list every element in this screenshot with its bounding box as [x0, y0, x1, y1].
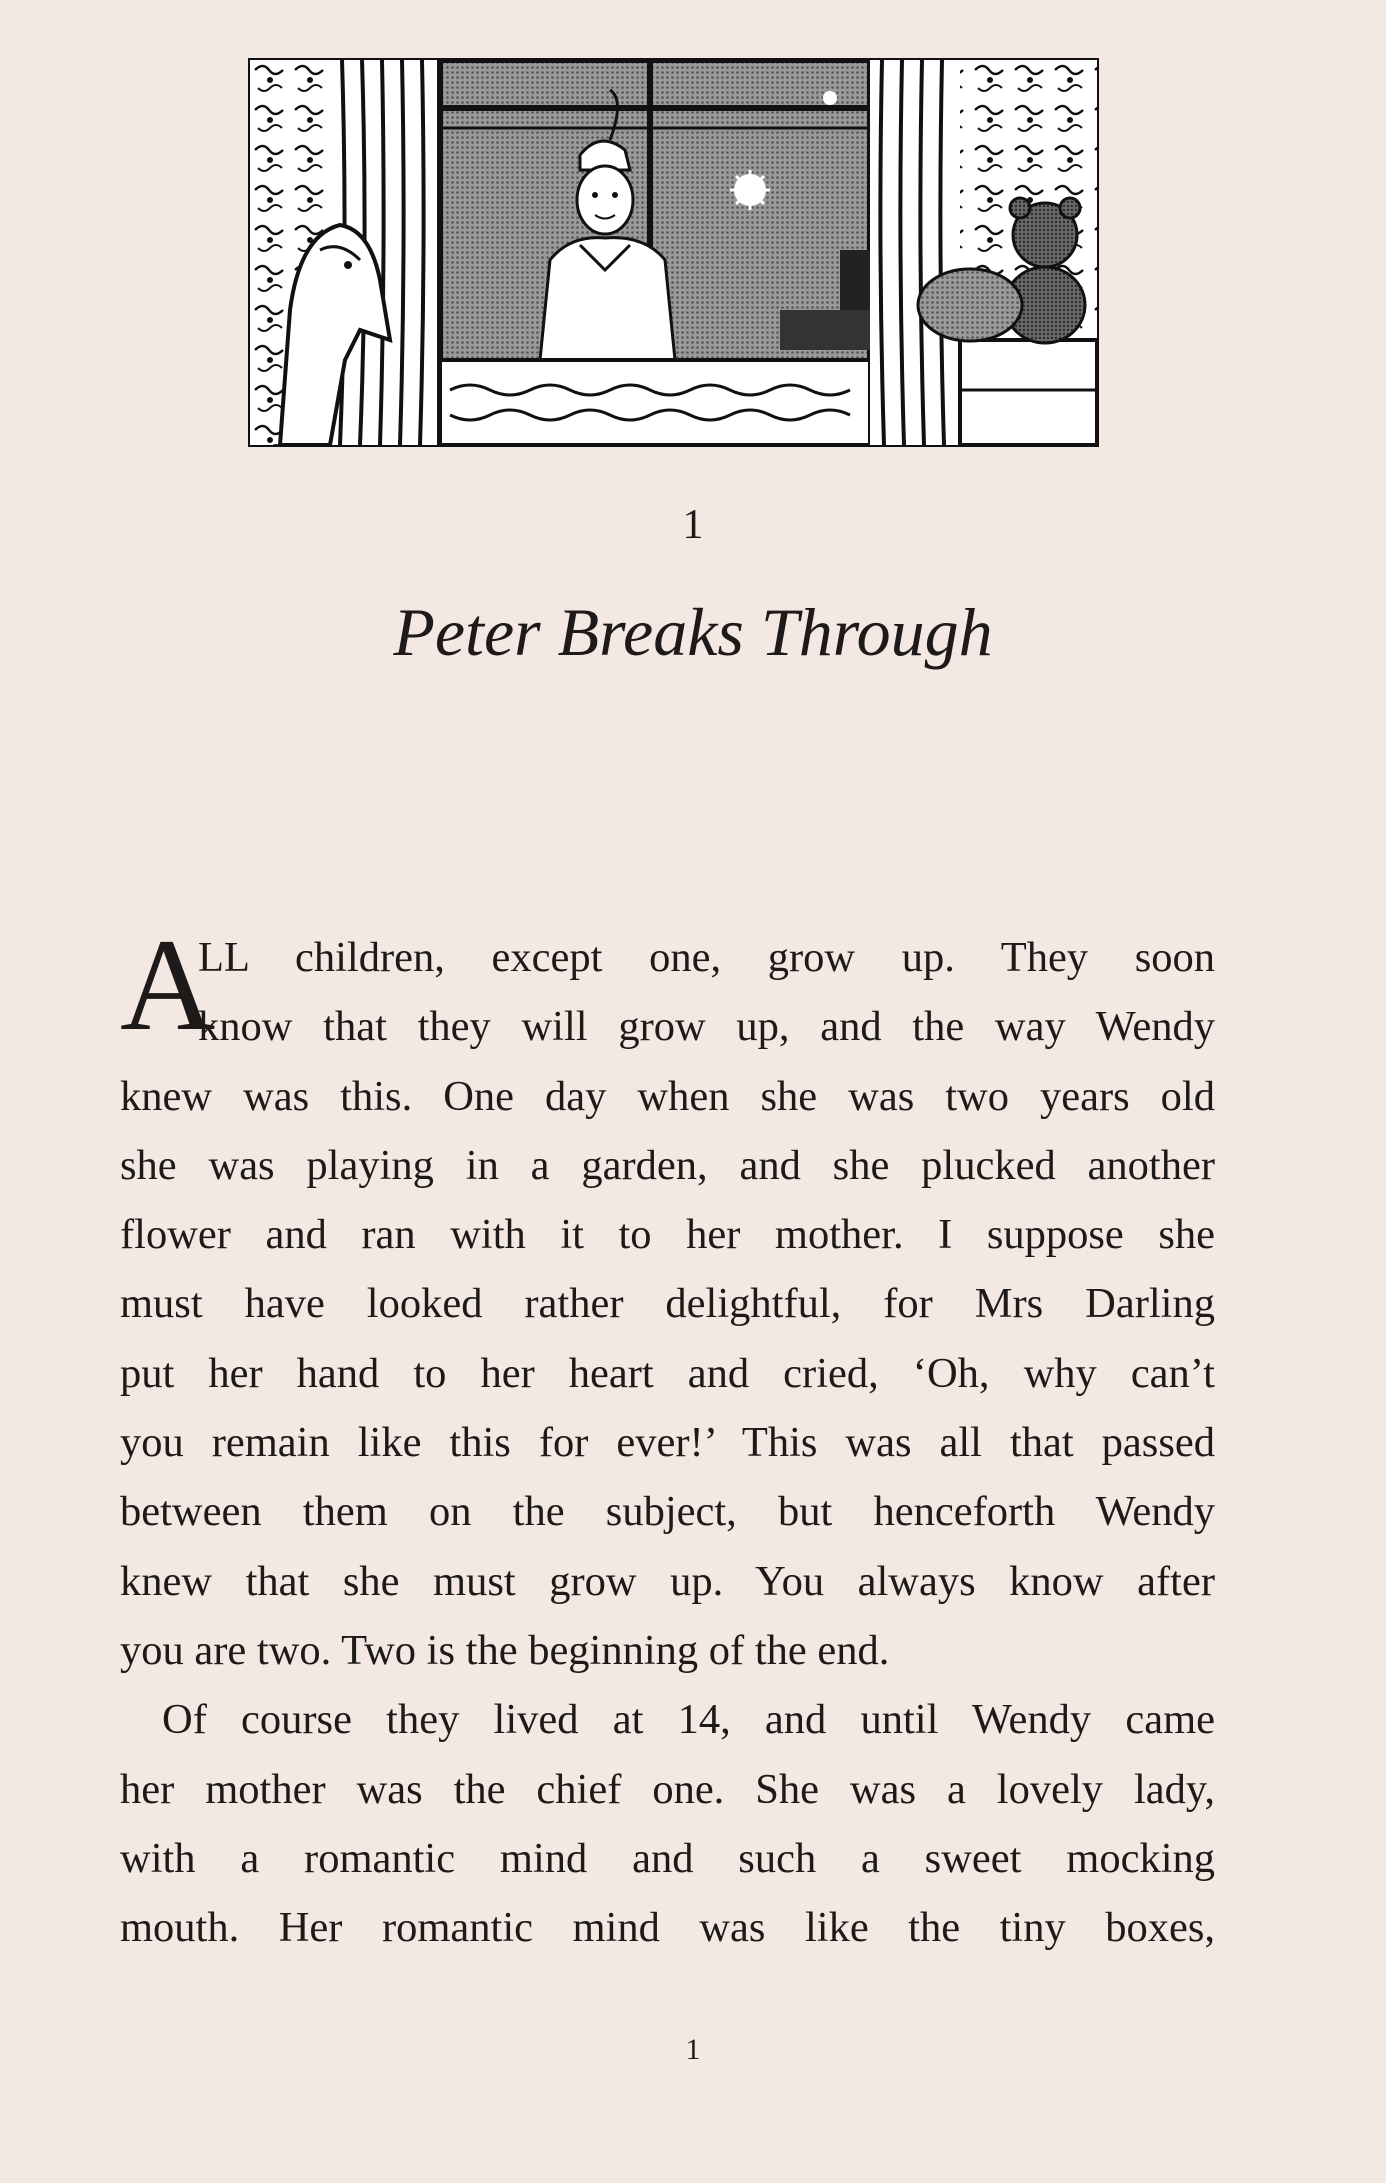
text-line: knew that she must grow up. You always know after [120, 1557, 1215, 1605]
text-line: knew was this. One day when she was two years old [120, 1072, 1215, 1120]
text-line: with a romantic mind and such a sweet mocking [120, 1834, 1215, 1882]
text-line: you are two. Two is the beginning of the end. [120, 1626, 890, 1674]
text-line: mouth. Her romantic mind was like the tiny boxes, [120, 1904, 1215, 1952]
text-line: LL children, except one, grow up. They soon [198, 934, 1215, 981]
page-number: 1 [685, 2033, 701, 2066]
drop-cap: A [120, 911, 216, 1058]
text-line: her mother was the chief one. She was a lovely lady, [120, 1765, 1215, 1813]
paragraph-1 [120, 911, 1215, 1685]
chapter-title: Peter Breaks Through [393, 594, 993, 670]
text-line: know that they will grow up, and the way Wendy [198, 1003, 1215, 1051]
text-line: put her hand to her heart and cried, ‘Oh, why can’t [120, 1349, 1215, 1397]
text-line: she was playing in a garden, and she plucked another [120, 1141, 1215, 1189]
chapter-illustration [248, 58, 1099, 447]
window-scene-drawing [250, 60, 1097, 445]
text-line: you remain like this for ever!’ This was all that passed [120, 1419, 1215, 1467]
chapter-number: 1 [682, 502, 704, 548]
text-line: between them on the subject, but henceforth Wendy [120, 1488, 1215, 1536]
text-line: Of course they lived at 14, and until Wendy came [162, 1696, 1215, 1744]
text-line: flower and ran with it to her mother. I suppose she [120, 1211, 1215, 1259]
text-line: must have looked rather delightful, for Mrs Darling [120, 1280, 1215, 1328]
chapter-body [120, 911, 1215, 1962]
paragraph-2 [120, 1685, 1215, 1962]
